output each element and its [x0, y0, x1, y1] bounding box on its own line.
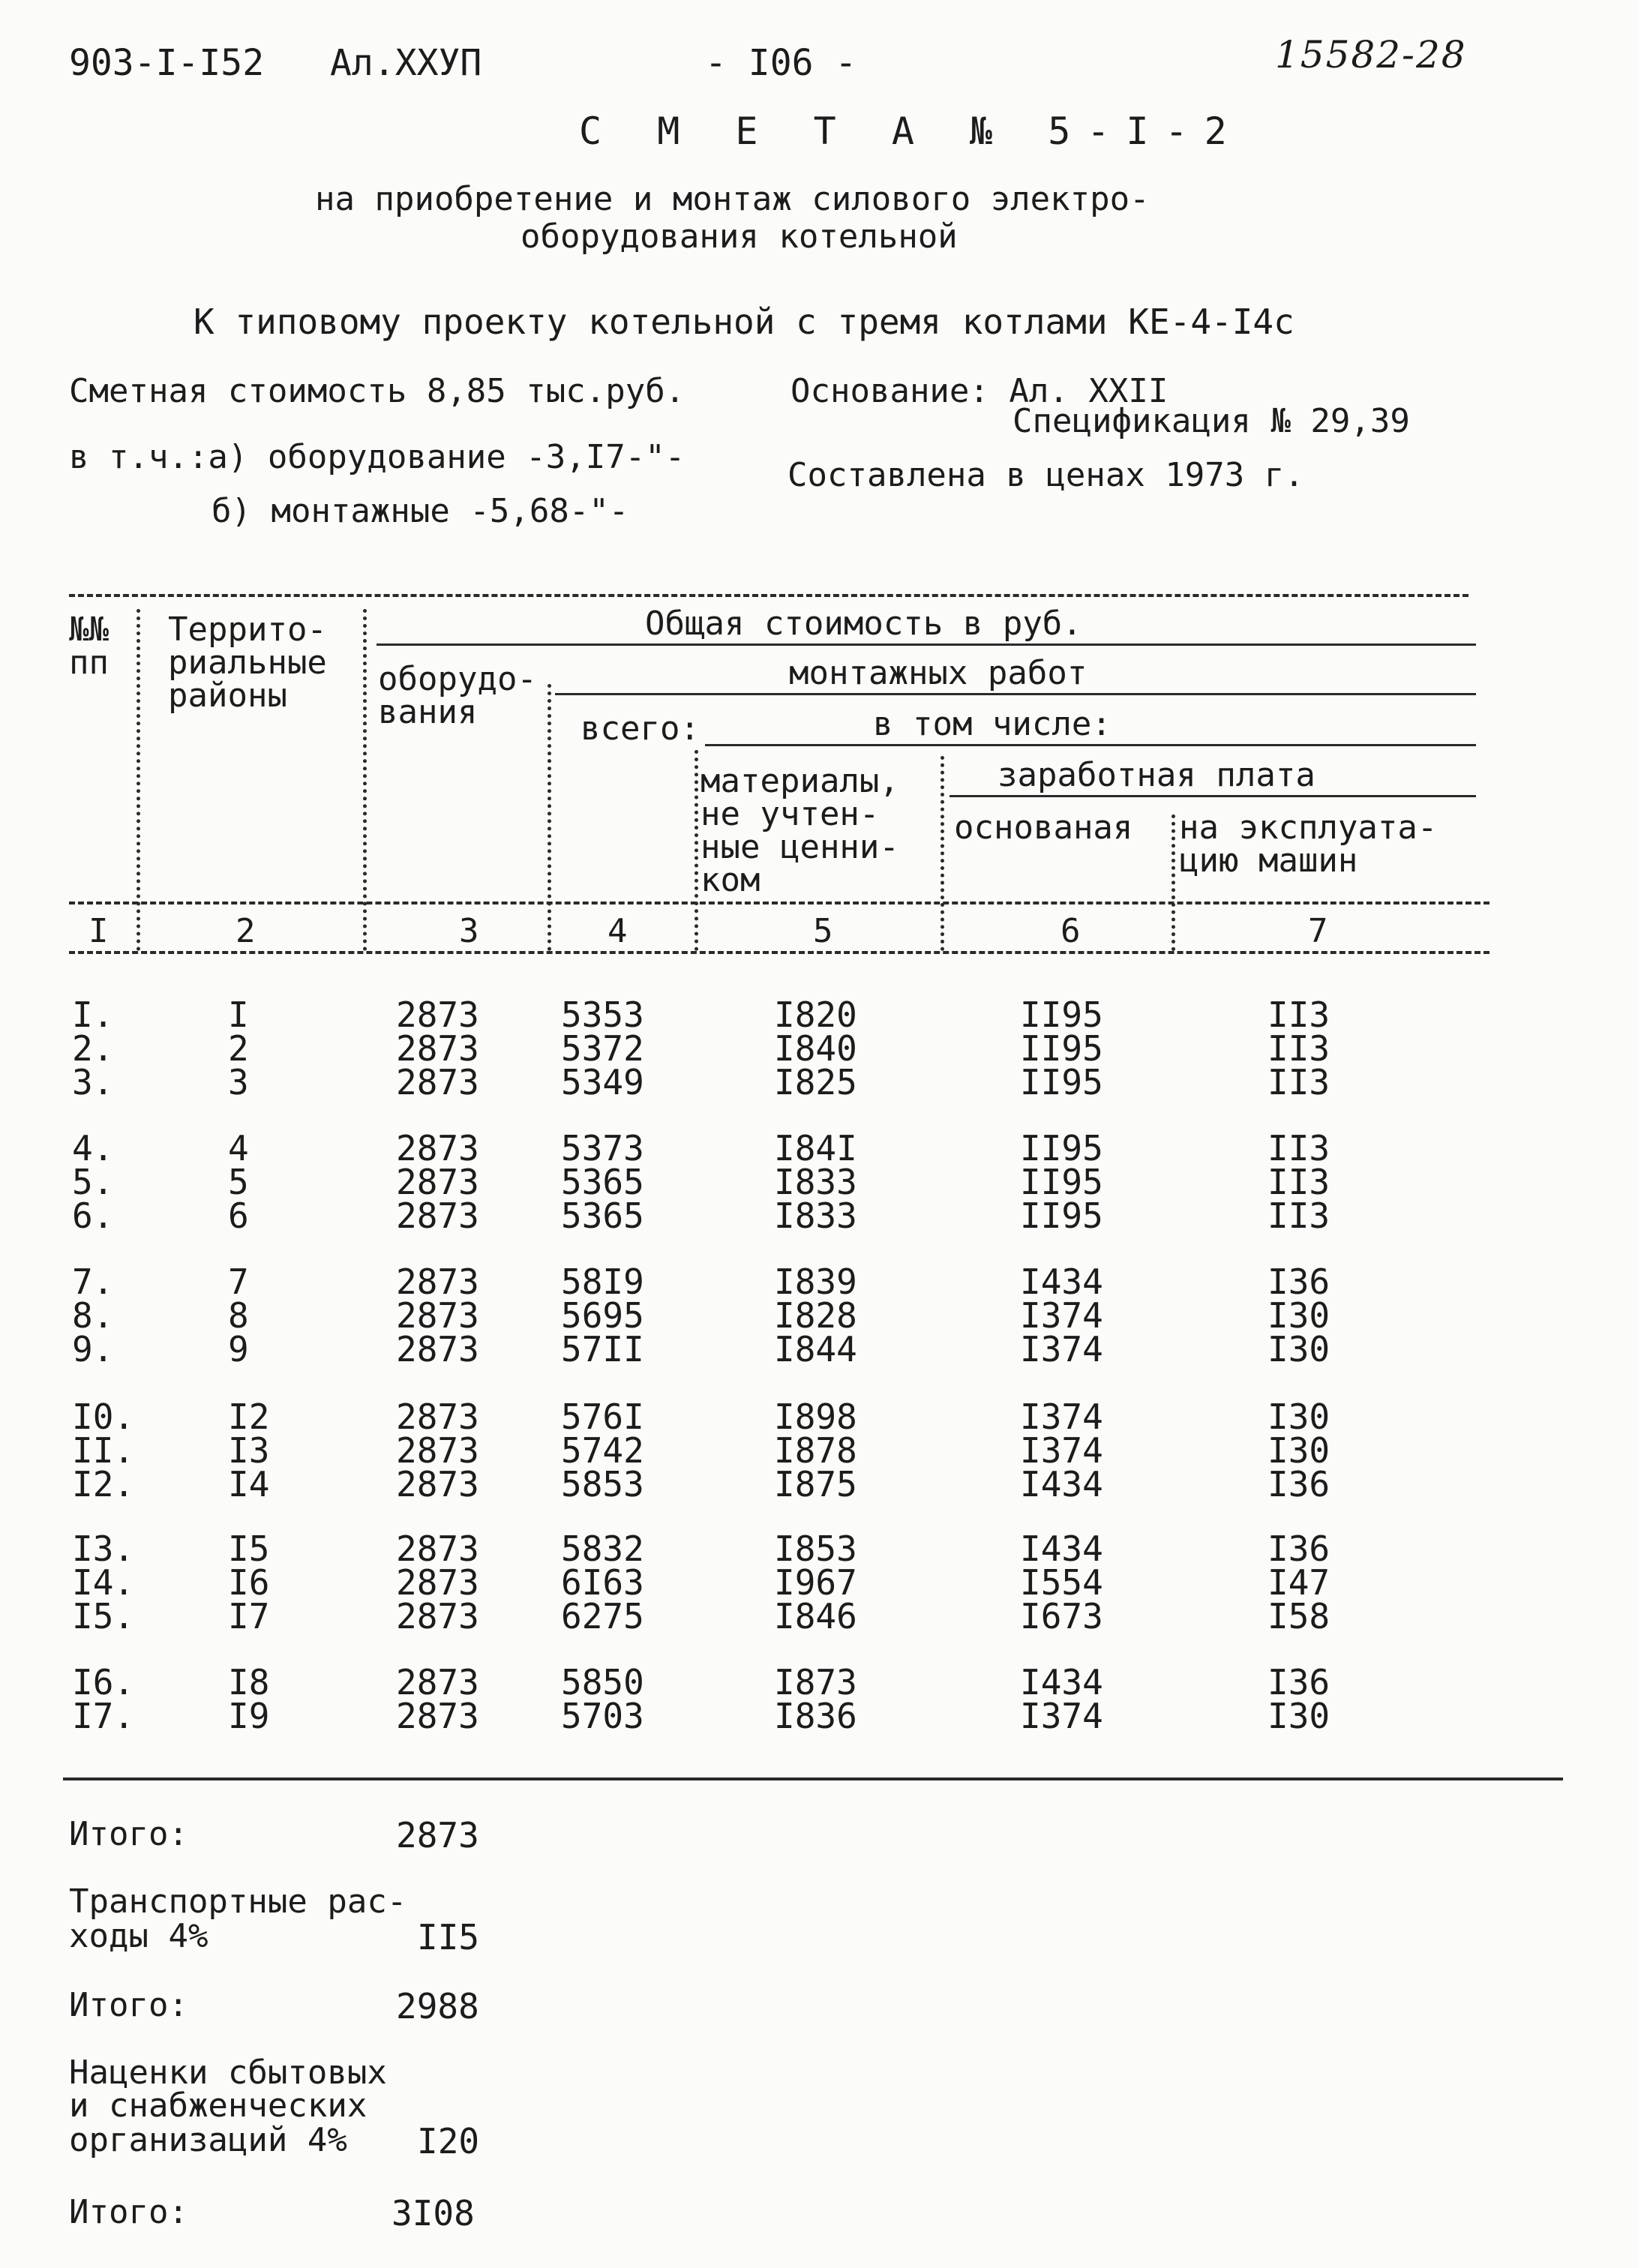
basic-wage: I673	[1020, 1596, 1103, 1636]
region-code: 4	[228, 1128, 249, 1168]
row-number: I3.	[72, 1528, 135, 1569]
basic-wage: II95	[1020, 1162, 1103, 1202]
basic-wage: I374	[1020, 1396, 1103, 1437]
basic-wage: II95	[1020, 1062, 1103, 1102]
materials-cost: I967	[774, 1562, 857, 1603]
header-basic-wage: основаная	[954, 808, 1133, 847]
equipment-cost: 2873	[396, 1262, 479, 1302]
materials-cost: I839	[774, 1262, 857, 1302]
row-number: 7.	[72, 1262, 114, 1302]
installation-underline	[555, 693, 1476, 695]
machine-operation-wage: II3	[1268, 994, 1330, 1035]
installation-total: 5353	[561, 994, 644, 1035]
machine-operation-wage: I36	[1268, 1262, 1330, 1302]
machine-operation-wage: I30	[1268, 1696, 1330, 1736]
basic-wage: I374	[1020, 1329, 1103, 1370]
total-cost-underline	[376, 644, 1476, 646]
equipment-cost: 2873	[396, 1430, 479, 1471]
materials-cost: I844	[774, 1329, 857, 1370]
row-number: I7.	[72, 1696, 135, 1736]
basic-wage: I434	[1020, 1262, 1103, 1302]
basic-wage: I374	[1020, 1696, 1103, 1736]
machine-operation-wage: I36	[1268, 1528, 1330, 1569]
handwritten-number: 15582-28	[1275, 33, 1467, 76]
subtotal-2-value: 2988	[396, 1986, 479, 2026]
markup-value: I20	[417, 2121, 480, 2162]
machine-operation-wage: I30	[1268, 1430, 1330, 1471]
transport-value: II5	[417, 1917, 480, 1958]
machine-operation-wage: II3	[1268, 1062, 1330, 1102]
machine-operation-wage: I30	[1268, 1295, 1330, 1336]
installation-total: 5373	[561, 1128, 644, 1168]
region-code: I7	[228, 1596, 270, 1636]
basic-wage: II95	[1020, 1196, 1103, 1236]
equipment-cost: 2873	[396, 1028, 479, 1069]
machine-operation-wage: II3	[1268, 1028, 1330, 1069]
header-territorial-regions: Террито- риальные районы	[168, 610, 327, 715]
installation-total: 5365	[561, 1196, 644, 1236]
basic-wage: I554	[1020, 1562, 1103, 1603]
materials-cost: I840	[774, 1028, 857, 1069]
installation-total: 5365	[561, 1162, 644, 1202]
header-wages: заработная плата	[998, 756, 1316, 794]
header-machine-operation: на эксплуата- цию машин	[1179, 808, 1438, 880]
installation-total: 6I63	[561, 1562, 644, 1603]
machine-operation-wage: I30	[1268, 1396, 1330, 1437]
column-number: 4	[608, 912, 628, 950]
machine-operation-wage: I47	[1268, 1562, 1330, 1603]
equipment-cost: 2873	[396, 1128, 479, 1168]
row-number: 5.	[72, 1162, 114, 1202]
region-code: 5	[228, 1162, 249, 1202]
row-number: I5.	[72, 1596, 135, 1636]
materials-cost: I853	[774, 1528, 857, 1569]
equipment-cost: 2873	[396, 1396, 479, 1437]
header-materials: материалы, не учтен- ные ценни- ком	[700, 762, 899, 899]
installation-total: 576I	[561, 1396, 644, 1437]
project-code: 903-I-I52	[69, 42, 265, 84]
wages-underline	[950, 795, 1476, 797]
row-number: 4.	[72, 1128, 114, 1168]
column-number: 7	[1308, 912, 1328, 950]
header-installation-total: всего:	[580, 710, 700, 748]
header-equipment: оборудо- вания	[378, 660, 537, 731]
title-line-2: оборудования котельной	[520, 218, 958, 256]
region-code: I6	[228, 1562, 270, 1603]
row-number: 3.	[72, 1062, 114, 1102]
installation-total: 5853	[561, 1464, 644, 1504]
equipment-cost: 2873	[396, 1329, 479, 1370]
machine-operation-wage: I36	[1268, 1662, 1330, 1702]
column-separator	[694, 750, 698, 951]
header-installation: монтажных работ	[789, 654, 1088, 692]
transport-label-line1: Транспортные рас-	[69, 1882, 407, 1921]
basis-label: Основание: Ал. XXII	[790, 372, 1168, 410]
machine-operation-wage: I36	[1268, 1464, 1330, 1504]
row-number: I.	[72, 994, 114, 1035]
price-base: Составлена в ценах 1973 г.	[788, 456, 1304, 494]
column-separator	[548, 684, 551, 951]
installation-total: 5349	[561, 1062, 644, 1102]
basic-wage: II95	[1020, 1028, 1103, 1069]
materials-cost: I846	[774, 1596, 857, 1636]
region-code: 6	[228, 1196, 249, 1236]
equipment-cost: 2873	[396, 1662, 479, 1702]
column-number: 2	[236, 912, 256, 950]
row-number: I4.	[72, 1562, 135, 1603]
materials-cost: I878	[774, 1430, 857, 1471]
materials-cost: I833	[774, 1196, 857, 1236]
region-code: 9	[228, 1329, 249, 1370]
equipment-cost: 2873	[396, 1196, 479, 1236]
equipment-cost: 2873	[396, 1295, 479, 1336]
region-code: I3	[228, 1430, 270, 1471]
basic-wage: I434	[1020, 1662, 1103, 1702]
including-underline	[705, 744, 1476, 746]
installation-total: 6275	[561, 1596, 644, 1636]
equipment-cost: 2873	[396, 1062, 479, 1102]
region-code: 2	[228, 1028, 249, 1069]
region-code: 3	[228, 1062, 249, 1102]
estimated-cost: Сметная стоимость 8,85 тыс.руб.	[69, 372, 686, 410]
equipment-cost: 2873	[396, 1528, 479, 1569]
installation-total: 5372	[561, 1028, 644, 1069]
subtotal-2-label: Итого:	[69, 1986, 188, 2024]
region-code: I9	[228, 1696, 270, 1736]
row-number: I6.	[72, 1662, 135, 1702]
markup-label-line1: Наценки сбытовых	[69, 2054, 387, 2092]
header-bottom-rule	[69, 902, 1490, 904]
table-top-rule	[69, 594, 1468, 597]
region-code: 8	[228, 1295, 249, 1336]
project-reference: К типовому проекту котельной с тремя котлами КЕ-4-I4с	[194, 302, 1294, 342]
row-number: 9.	[72, 1329, 114, 1370]
materials-cost: I836	[774, 1696, 857, 1736]
installation-total: 5742	[561, 1430, 644, 1471]
document-title: С М Е Т А № 5-I-2	[579, 110, 1244, 153]
installation-total: 57II	[561, 1329, 644, 1370]
column-number: 6	[1060, 912, 1081, 950]
row-number: II.	[72, 1430, 135, 1471]
equipment-cost: 2873	[396, 1464, 479, 1504]
equipment-cost: 2873	[396, 1562, 479, 1603]
basic-wage: II95	[1020, 994, 1103, 1035]
row-number: 2.	[72, 1028, 114, 1069]
machine-operation-wage: I30	[1268, 1329, 1330, 1370]
equipment-cost: 2873	[396, 994, 479, 1035]
cost-equipment: в т.ч.:а) оборудование -3,I7-"-	[69, 438, 686, 476]
region-code: I8	[228, 1662, 270, 1702]
machine-operation-wage: II3	[1268, 1196, 1330, 1236]
album-number: Ал.XXУП	[330, 42, 482, 84]
installation-total: 5703	[561, 1696, 644, 1736]
materials-cost: I825	[774, 1062, 857, 1102]
installation-total: 5832	[561, 1528, 644, 1569]
subtotal-value: 2873	[396, 1815, 479, 1856]
header-total-cost: Общая стоимость в руб.	[645, 604, 1082, 643]
column-separator	[1172, 814, 1175, 951]
equipment-cost: 2873	[396, 1162, 479, 1202]
materials-cost: I828	[774, 1295, 857, 1336]
basic-wage: I374	[1020, 1430, 1103, 1471]
basic-wage: I374	[1020, 1295, 1103, 1336]
machine-operation-wage: II3	[1268, 1128, 1330, 1168]
row-number: I2.	[72, 1464, 135, 1504]
column-separator	[940, 756, 944, 951]
column-separator	[136, 609, 140, 951]
materials-cost: I875	[774, 1464, 857, 1504]
equipment-cost: 2873	[396, 1696, 479, 1736]
column-number: I	[88, 912, 109, 950]
installation-total: 5850	[561, 1662, 644, 1702]
machine-operation-wage: I58	[1268, 1596, 1330, 1636]
region-code: I	[228, 994, 249, 1035]
row-number: I0.	[72, 1396, 135, 1437]
total-value: 3I08	[392, 2193, 475, 2234]
installation-total: 58I9	[561, 1262, 644, 1302]
page-number: - I06 -	[705, 42, 857, 84]
row-number: 6.	[72, 1196, 114, 1236]
equipment-cost: 2873	[396, 1596, 479, 1636]
header-row-number: №№ пп	[69, 610, 109, 682]
column-number-rule	[69, 951, 1490, 954]
installation-total: 5695	[561, 1295, 644, 1336]
materials-cost: I873	[774, 1662, 857, 1702]
table-bottom-rule	[63, 1778, 1563, 1780]
basic-wage: II95	[1020, 1128, 1103, 1168]
subtotal-label: Итого:	[69, 1815, 188, 1853]
materials-cost: I84I	[774, 1128, 857, 1168]
region-code: 7	[228, 1262, 249, 1302]
region-code: I4	[228, 1464, 270, 1504]
basic-wage: I434	[1020, 1464, 1103, 1504]
row-number: 8.	[72, 1295, 114, 1336]
column-separator	[363, 609, 367, 951]
title-line-1: на приобретение и монтаж силового электро-	[315, 180, 1150, 218]
column-number: 5	[813, 912, 833, 950]
materials-cost: I898	[774, 1396, 857, 1437]
materials-cost: I820	[774, 994, 857, 1035]
markup-label-line2: и снабженческих	[69, 2086, 368, 2125]
materials-cost: I833	[774, 1162, 857, 1202]
machine-operation-wage: II3	[1268, 1162, 1330, 1202]
basis-specification: Спецификация № 29,39	[1012, 402, 1410, 440]
total-label: Итого:	[69, 2193, 188, 2231]
transport-label-line2: ходы 4%	[69, 1917, 208, 1955]
basic-wage: I434	[1020, 1528, 1103, 1569]
column-number: 3	[459, 912, 479, 950]
markup-label-line3: организаций 4%	[69, 2121, 347, 2159]
region-code: I2	[228, 1396, 270, 1437]
cost-installation: б) монтажные -5,68-"-	[212, 492, 629, 530]
header-including: в том числе:	[873, 705, 1112, 743]
region-code: I5	[228, 1528, 270, 1569]
